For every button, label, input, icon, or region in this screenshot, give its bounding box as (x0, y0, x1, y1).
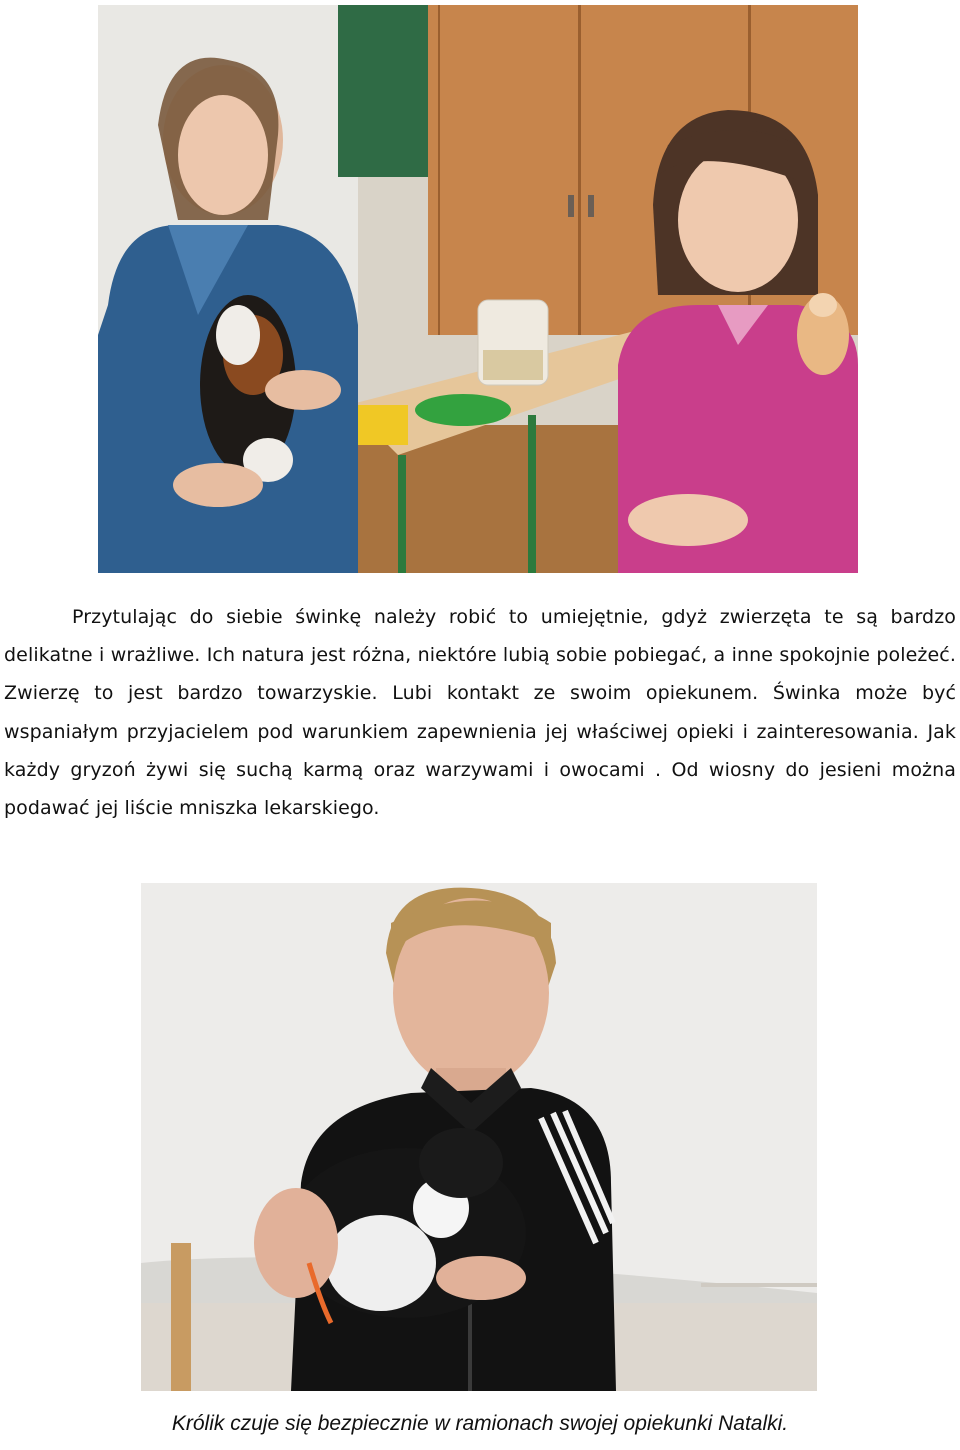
photo-top-illustration (98, 5, 858, 573)
photo-bottom-illustration (141, 883, 817, 1391)
photo-caption: Królik czuje się bezpiecznie w ramionach swojej opiekunki Natalki. (171, 1412, 789, 1435)
photo-boy-with-rabbit (141, 883, 817, 1391)
body-paragraph: Przytulając do siebie świnkę należy robić to umiejętnie, gdyż zwierzęta te są bardzo delikatne i wrażliwe. Ich natura jest różna, niektóre lubią sobie pobiegać, a inne spokojnie poleżeć. Zwierzę to jest bardzo towarzyskie. Lubi kontakt ze swoim opiekunem. Świnka może być wspaniałym przyjacielem pod warunkiem zapewnienia jej właściwej opieki i zainteresowania. Jak każdy gryzoń żywi się suchą karmą oraz warzywami i owocami . Od wiosny do jesieni można podawać jej liście mniszka lekarskiego. (4, 606, 956, 820)
photo-two-girls-with-pets (98, 5, 858, 573)
